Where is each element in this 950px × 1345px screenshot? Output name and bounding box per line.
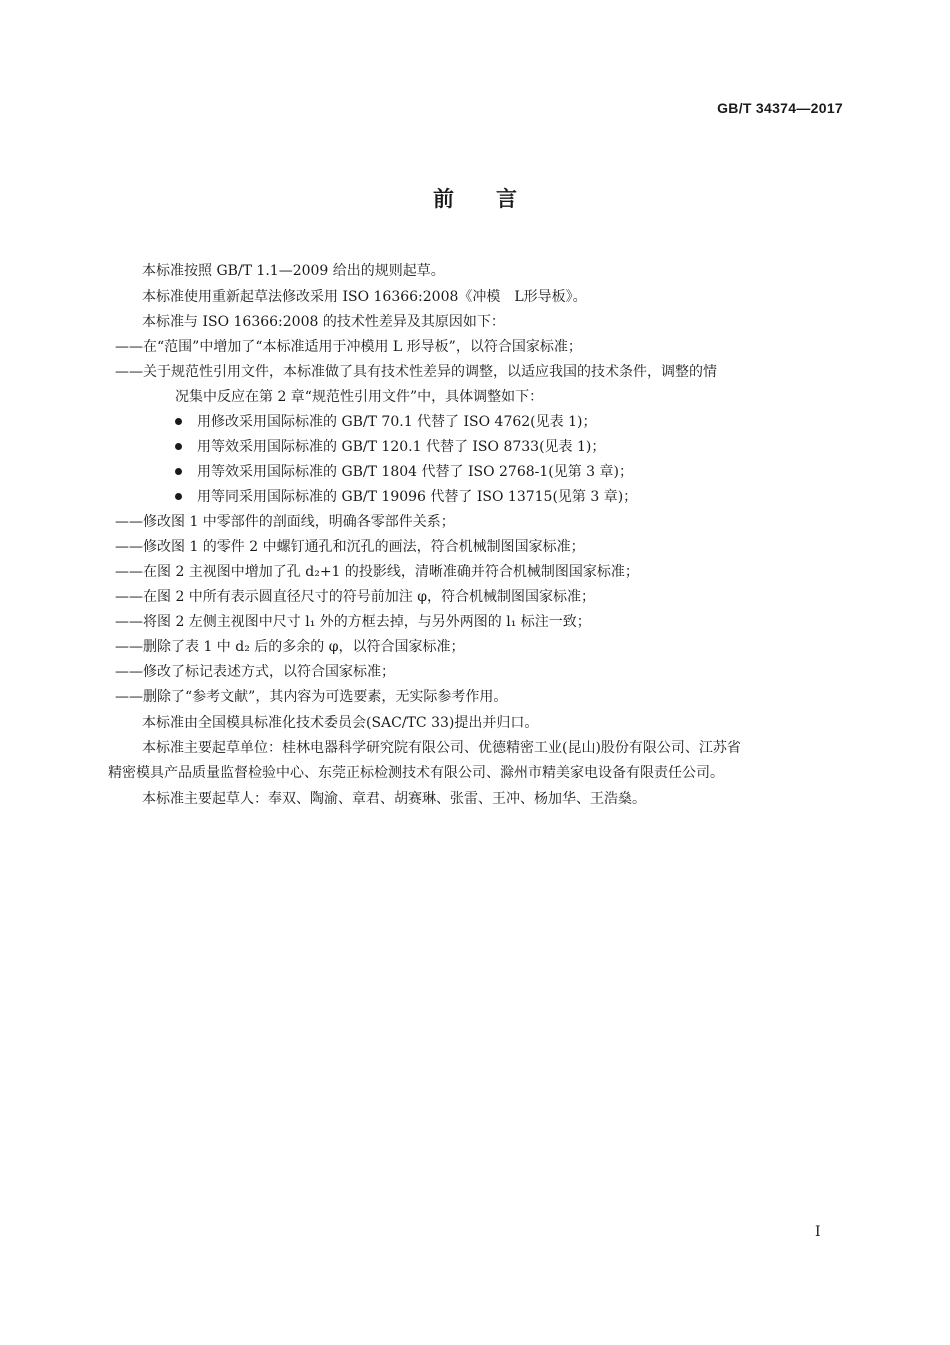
bullet-item	[175, 463, 633, 481]
paragraph: 本标准与 ISO 16366:2008 的技术性差异及其原因如下：	[142, 314, 505, 330]
bullet-text: 用等同采用国际标准的 GB/T 19096 代替了 ISO 13715(见第 3 章)；	[197, 489, 638, 505]
paragraph: 本标准主要起草人：奉双、陶渝、章君、胡赛琳、张雷、王冲、杨加华、王浩燊。	[142, 791, 646, 807]
list-item: ——将图 2 左侧主视图中尺寸 l₁ 外的方框去掉，与另外两图的 l₁ 标注一致；	[115, 614, 591, 630]
bullet-item	[175, 438, 605, 456]
list-item: ——删除了表 1 中 d₂ 后的多余的 φ，以符合国家标准；	[115, 639, 465, 655]
list-item: ——修改了标记表述方式，以符合国家标准；	[115, 664, 395, 680]
bullet-text: 用等效采用国际标准的 GB/T 120.1 代替了 ISO 8733(见表 1)；	[197, 439, 606, 455]
bullet-dot-icon	[175, 468, 182, 475]
paragraph: 本标准主要起草单位：桂林电器科学研究院有限公司、优德精密工业(昆山)股份有限公司、江苏省	[142, 740, 741, 756]
list-item: ——在“范围”中增加了“本标准适用于冲模用 L 形导板”，以符合国家标准；	[115, 339, 582, 355]
paragraph: 本标准按照 GB/T 1.1—2009 给出的规则起草。	[142, 263, 445, 279]
bullet-item	[175, 413, 596, 431]
list-item-continuation: 况集中反应在第 2 章“规范性引用文件”中，具体调整如下：	[175, 389, 544, 405]
list-item: ——修改图 1 中零部件的剖面线，明确各零部件关系；	[115, 514, 455, 530]
page-number: I	[815, 1224, 821, 1240]
list-item: ——修改图 1 的零件 2 中螺钉通孔和沉孔的画法，符合机械制图国家标准；	[115, 539, 585, 555]
paragraph: 本标准由全国模具标准化技术委员会(SAC/TC 33)提出并归口。	[142, 715, 539, 731]
list-item: ——删除了“参考文献”，其内容为可选要素，无实际参考作用。	[115, 689, 508, 705]
paragraph: 本标准使用重新起草法修改采用 ISO 16366:2008《冲模 L形导板》。	[142, 289, 587, 305]
bullet-dot-icon	[175, 493, 182, 500]
bullet-dot-icon	[175, 418, 182, 425]
list-item: ——关于规范性引用文件，本标准做了具有技术性差异的调整，以适应我国的技术条件，调整的情	[115, 364, 717, 380]
standard-code: GB/T 34374—2017	[717, 100, 843, 116]
list-item: ——在图 2 中所有表示圆直径尺寸的符号前加注 φ，符合机械制图国家标准；	[115, 589, 596, 605]
bullet-text: 用修改采用国际标准的 GB/T 70.1 代替了 ISO 4762(见表 1)；	[197, 414, 597, 430]
list-item: ——在图 2 主视图中增加了孔 d₂+1 的投影线，清晰准确并符合机械制图国家标准；	[115, 564, 639, 580]
bullet-text: 用等效采用国际标准的 GB/T 1804 代替了 ISO 2768-1(见第 3 章)；	[197, 464, 634, 480]
bullet-dot-icon	[175, 443, 182, 450]
page-title: 前言	[433, 187, 559, 211]
bullet-item	[175, 488, 637, 506]
paragraph-continuation: 精密模具产品质量监督检验中心、东莞正标检测技术有限公司、滁州市精美家电设备有限责任公司。	[108, 765, 724, 781]
